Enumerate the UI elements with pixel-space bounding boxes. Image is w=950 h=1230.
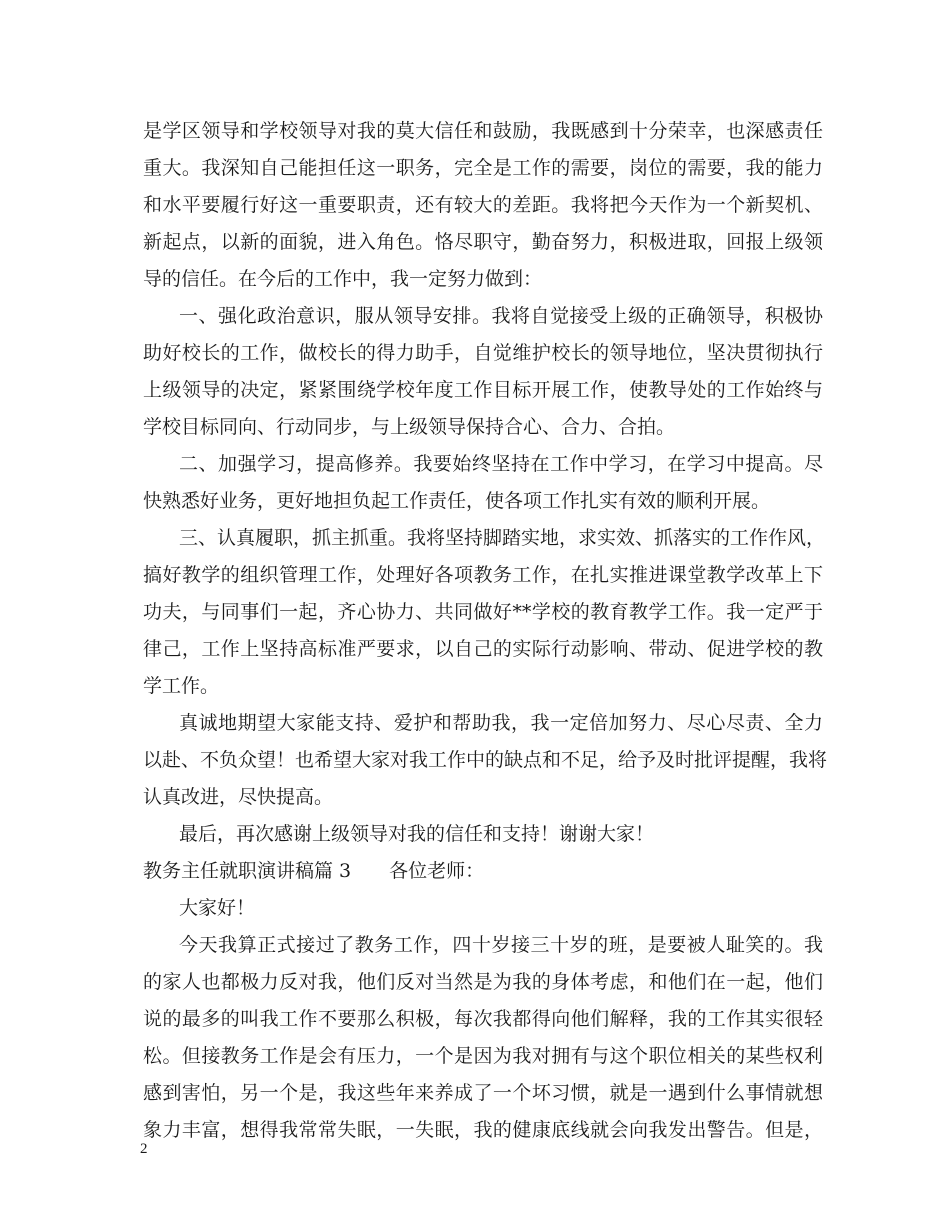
text-line: 感到害怕，另一个是，我这些年来养成了一个坏习惯，就是一遇到什么事情就想: [143, 1082, 823, 1104]
section-heading-line: [143, 859, 823, 883]
paragraph-start-line: 一、强化政治意识，服从领导安排。我将自觉接受上级的正确领导，积极协: [179, 305, 823, 327]
text-line: 认真改进，尽快提高。: [143, 786, 334, 808]
text-line: 说的最多的叫我工作不要那么积极，每次我都得向他们解释，我的工作其实很轻: [143, 1008, 823, 1030]
text-line: 的家人也都极力反对我，他们反对当然是为我的身体考虑，和他们在一起，他们: [143, 971, 823, 993]
paragraph-start-line: 三、认真履职，抓主抓重。我将坚持脚踏实地，求实效、抓落实的工作作风，: [179, 527, 826, 549]
text-line: 快熟悉好业务，更好地担负起工作责任，使各项工作扎实有效的顺利开展。: [143, 490, 771, 512]
paragraph-start-line: 最后，再次感谢上级领导对我的信任和支持！谢谢大家！: [179, 823, 655, 845]
paragraph-start-line: 真诚地期望大家能支持、爱护和帮助我，我一定倍加努力、尽心尽责、全力: [179, 712, 823, 734]
salutation: 各位老师：: [389, 860, 485, 882]
text-line: 以赴、不负众望！也希望大家对我工作中的缺点和不足，给予及时批评提醒，我将: [143, 749, 828, 771]
greeting: 大家好！: [179, 897, 256, 919]
text-line: 助好校长的工作，做校长的得力助手，自觉维护校长的领导地位，坚决贯彻执行: [143, 342, 823, 364]
text-line: 律己，工作上坚持高标准严要求，以自己的实际行动影响、带动、促进学校的教: [143, 638, 823, 660]
text-line: 象力丰富，想得我常常失眠，一失眠，我的健康底线就会向我发出警告。但是，: [143, 1119, 823, 1141]
paragraph-start-line: 二、加强学习，提高修养。我要始终坚持在工作中学习，在学习中提高。尽: [179, 453, 823, 475]
text-line: 上级领导的决定，紧紧围绕学校年度工作目标开展工作，使教导处的工作始终与: [143, 379, 823, 401]
text-line: 松。但接教务工作是会有压力，一个是因为我对拥有与这个职位相关的某些权利: [143, 1045, 823, 1067]
text-line: 重大。我深知自己能担任这一职务，完全是工作的需要，岗位的需要，我的能力: [143, 157, 823, 179]
text-line: 学校目标同向、行动同步，与上级领导保持合心、合力、合拍。: [143, 416, 676, 438]
text-line: 和水平要履行好这一重要职责，还有较大的差距。我将把今天作为一个新契机、: [143, 194, 823, 216]
page-number: 2: [140, 1141, 148, 1157]
text-line: 功夫，与同事们一起，齐心协力、共同做好**学校的教育教学工作。我一定严于: [143, 601, 823, 623]
text-line: 新起点，以新的面貌，进入角色。恪尽职守，勤奋努力，积极进取，回报上级领: [143, 231, 823, 253]
paragraph-start-line: 今天我算正式接过了教务工作，四十岁接三十岁的班，是要被人耻笑的。我: [179, 934, 823, 956]
text-line: 是学区领导和学校领导对我的莫大信任和鼓励，我既感到十分荣幸，也深感责任: [143, 120, 823, 142]
text-line: 学工作。: [143, 675, 220, 697]
text-line: 搞好教学的组织管理工作，处理好各项教务工作，在扎实推进课堂教学改革上下: [143, 564, 823, 586]
section-heading: 教务主任就职演讲稿篇 3: [143, 860, 352, 882]
text-line: 导的信任。在今后的工作中，我一定努力做到：: [143, 268, 543, 290]
